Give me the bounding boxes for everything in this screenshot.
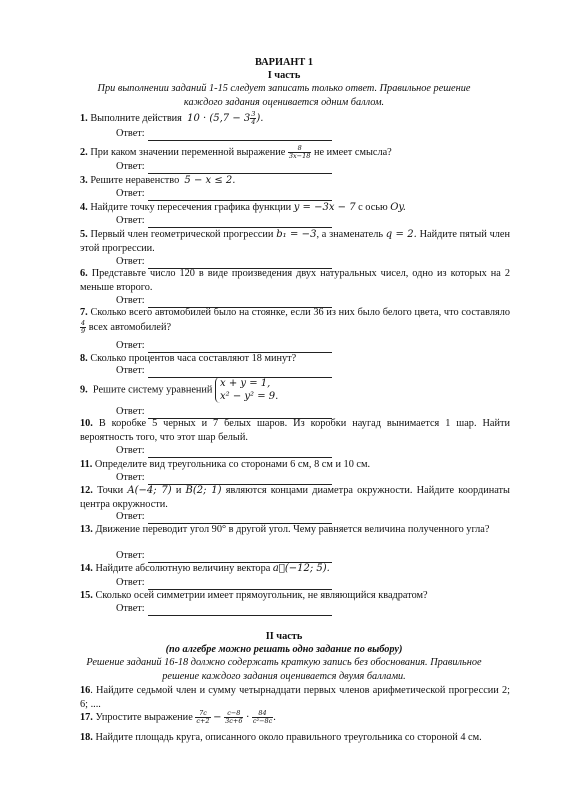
fraction: $\frac{3}{4}$ — [251, 110, 256, 126]
answer-field-14[interactable] — [116, 576, 356, 590]
vector-expression: a⃗(−12; 5). — [272, 563, 330, 574]
answer-line[interactable] — [148, 163, 332, 174]
task-number: 6. — [80, 268, 88, 279]
answer-line[interactable] — [148, 217, 332, 228]
task-expression: b₁ = −3 — [276, 229, 317, 240]
task-number: 14. — [80, 563, 93, 574]
task-expression-2: q = 2. — [385, 229, 417, 240]
task-number: 12. — [80, 485, 93, 496]
answer-field-15[interactable] — [116, 602, 356, 616]
answer-line[interactable] — [148, 552, 332, 563]
task-text-end: Найдите пятый член этой прогрессии. — [80, 229, 510, 254]
task-number: 9. — [80, 384, 88, 396]
task-12 — [80, 484, 510, 511]
fraction: $\frac{4}{9}$ — [81, 318, 86, 335]
task-16 — [80, 684, 510, 711]
answer-label: Ответ: — [116, 472, 145, 483]
task-text-end: не имеет смысла? — [313, 146, 392, 158]
equation-system — [215, 377, 278, 403]
answer-field-11[interactable] — [116, 471, 356, 485]
part1-instructions: При выполнении заданий 1-15 следует записать только ответ. Правильное решение каждого задания оценивается одним баллом. — [97, 83, 471, 108]
answer-label: Ответ: — [116, 511, 145, 522]
task-number: 17. — [80, 711, 93, 723]
task-number: 7. — [80, 307, 88, 318]
task-9 — [80, 377, 510, 403]
answer-field-3[interactable] — [116, 187, 356, 201]
task-text: Выполните действия — [90, 112, 182, 124]
task-5 — [80, 228, 510, 255]
task-text: Решите неравенство — [90, 175, 180, 186]
task-text-mid: с осью — [358, 202, 388, 213]
task-14 — [80, 562, 510, 576]
task-text: При каком значении переменной выражение — [90, 146, 286, 158]
answer-line[interactable] — [148, 513, 332, 524]
variant-title: ВАРИАНТ 1 — [255, 57, 313, 68]
task-2 — [80, 145, 510, 160]
task-6 — [80, 267, 510, 294]
part1-title: I часть — [267, 70, 301, 81]
task-text: Найдите площадь круга, описанного около правильного треугольника со стороной 4 см. — [95, 732, 482, 743]
task-expression: 10 · (5,7 − 3 — [187, 112, 251, 124]
answer-label: Ответ: — [116, 406, 145, 417]
task-expression: 5 − x ≤ 2. — [184, 175, 236, 186]
answer-label: Ответ: — [116, 603, 145, 614]
part2-subtitle: (по алгебре можно решать одно задание по выбору) — [165, 644, 403, 655]
minus-sign: − — [213, 711, 222, 723]
answer-line[interactable] — [148, 474, 332, 485]
task-text: Точки — [97, 485, 124, 496]
task-number: 18. — [80, 732, 93, 743]
task-number: 3. — [80, 175, 88, 186]
equation-2: x² − y² = 9. — [220, 391, 279, 402]
answer-line[interactable] — [148, 367, 332, 378]
point-b: B(2; 1) — [185, 485, 222, 496]
fraction-3: $\frac{84}{\text{c²−8c}}$ — [252, 709, 273, 725]
task-text: Найдите абсолютную величину вектора — [95, 563, 271, 574]
task-number: 11. — [80, 459, 93, 470]
task-number: 10. — [80, 418, 93, 429]
answer-label: Ответ: — [116, 256, 145, 267]
answer-label: Ответ: — [116, 445, 145, 456]
answer-line[interactable] — [148, 342, 332, 353]
answer-label: Ответ: — [116, 577, 145, 588]
task-text: Найдите точку пересечения графика функции — [90, 202, 292, 213]
task-text: Движение переводит угол 90° в другой угол. Чему равняется величина полученного угла? — [95, 524, 490, 535]
equation-1: x + y = 1, — [220, 378, 271, 389]
part2-title: II часть — [265, 631, 303, 642]
answer-field-12[interactable] — [116, 510, 356, 524]
answer-label: Ответ: — [116, 215, 145, 226]
fraction-2: $\frac{c-8}{3c+6}$ — [225, 709, 243, 725]
answer-field-2[interactable] — [116, 160, 356, 174]
task-number: 15. — [80, 590, 93, 601]
point-a: A(−4; 7) — [127, 485, 172, 496]
answer-field-10[interactable] — [116, 444, 356, 458]
task-7 — [80, 306, 510, 335]
task-13 — [80, 523, 510, 537]
axis-label: Oy. — [390, 202, 406, 213]
answer-field-13[interactable] — [116, 549, 356, 563]
part2-instructions: Решение заданий 16-18 должно содержать краткую запись без обоснования. Правильное решение каждого задания оценивается двумя баллами. — [86, 657, 482, 682]
task-1 — [80, 111, 510, 126]
task-18 — [80, 731, 510, 745]
answer-line[interactable] — [148, 447, 332, 458]
fraction: $\frac{8}{3x-18}$ — [288, 144, 311, 160]
task-text: . Найдите седьмой член и сумму четырнадцати первых членов арифметической прогрессии 2; 6; .... — [80, 685, 510, 710]
answer-label: Ответ: — [116, 365, 145, 376]
task-text-end: являются концами диаметра окружности. Найдите координаты центра окружности. — [80, 485, 510, 510]
answer-field-7[interactable] — [116, 339, 356, 353]
task-number: 8. — [80, 353, 88, 364]
answer-line[interactable] — [148, 130, 332, 141]
task-text: Сколько осей симметрии имеет прямоугольник, не являющийся квадратом? — [95, 590, 428, 601]
expression-end: . — [273, 711, 276, 723]
answer-label: Ответ: — [116, 128, 145, 139]
task-text: В коробке 5 черных и 7 белых шаров. Из коробки наугад вынимается 1 шар. Найти вероятность того, что этот шар белый. — [80, 418, 510, 443]
task-number: 5. — [80, 229, 88, 240]
task-15 — [80, 589, 510, 603]
answer-field-8[interactable] — [116, 364, 356, 378]
task-text-mid: и — [175, 485, 182, 496]
answer-label: Ответ: — [116, 550, 145, 561]
task-3 — [80, 174, 510, 188]
task-11 — [80, 458, 510, 472]
task-10 — [80, 417, 510, 444]
answer-line[interactable] — [148, 190, 332, 201]
task-text: Первый член геометрической прогрессии — [90, 229, 274, 240]
task-text-end: всех автомобилей? — [88, 321, 172, 333]
answer-label: Ответ: — [116, 340, 145, 351]
task-text: Сколько всего автомобилей было на стоянке, если 36 из них было белого цвета, что составляло — [90, 307, 510, 318]
task-number: 1. — [80, 112, 88, 124]
multiply-sign: · — [246, 711, 250, 723]
task-number: 16 — [80, 685, 91, 696]
task-text: Сколько процентов часа составляют 18 минут? — [90, 353, 297, 364]
task-number: 13. — [80, 524, 93, 535]
task-expression-end: ). — [256, 112, 264, 124]
task-text: Представьте число 120 в виде произведения двух натуральных чисел, одно из которых на 2 меньше второго. — [80, 268, 510, 293]
task-17 — [80, 710, 510, 725]
task-text: Определите вид треугольника со сторонами 6 см, 8 см и 10 см. — [94, 459, 371, 470]
task-number: 4. — [80, 202, 88, 213]
answer-field-1[interactable] — [116, 127, 356, 141]
task-number: 2. — [80, 146, 88, 158]
answer-label: Ответ: — [116, 188, 145, 199]
task-text: Упростите выражение — [95, 711, 193, 723]
answer-label: Ответ: — [116, 161, 145, 172]
task-text-mid: , а знаменатель — [316, 229, 384, 240]
task-4 — [80, 201, 510, 215]
fraction-1: $\frac{7c}{c+2}$ — [196, 709, 210, 725]
answer-label: Ответ: — [116, 295, 145, 306]
answer-field-4[interactable] — [116, 214, 356, 228]
answer-line[interactable] — [148, 579, 332, 590]
task-expression: y = −3x − 7 — [293, 202, 356, 213]
task-text: Решите систему уравнений — [92, 384, 213, 396]
answer-line[interactable] — [148, 605, 332, 616]
